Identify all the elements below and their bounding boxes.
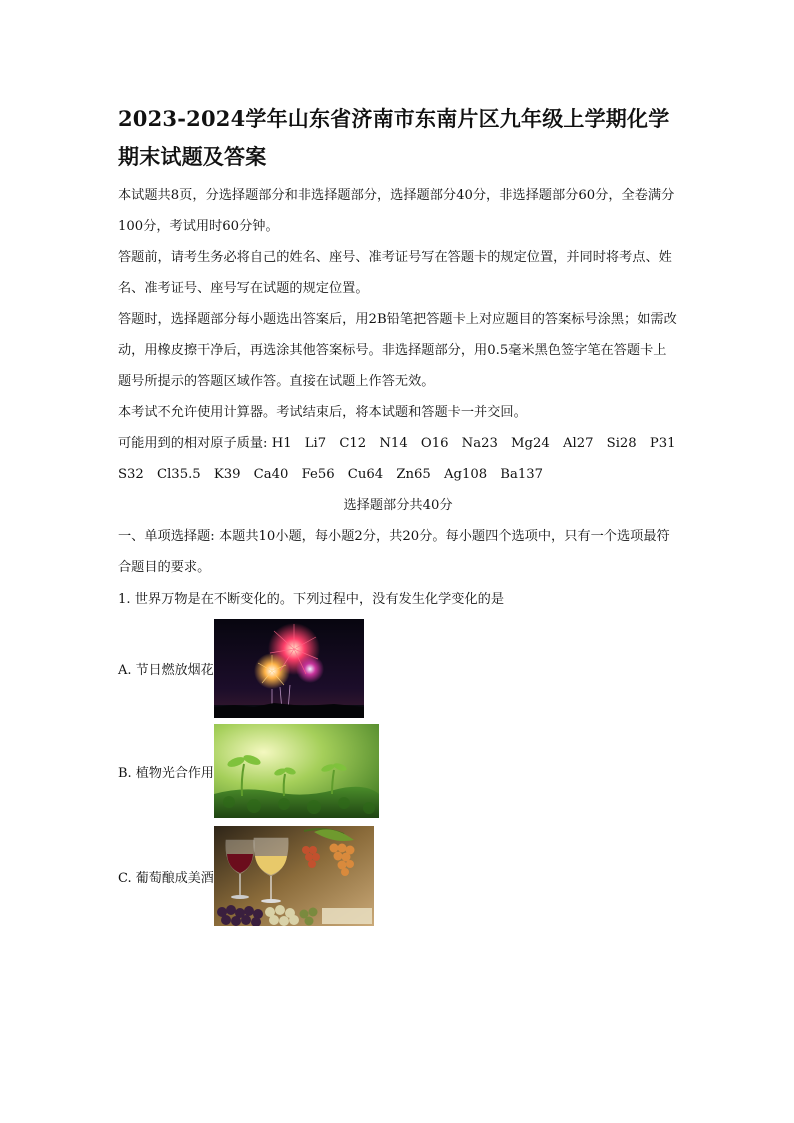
instruction-paragraph: 答题时，选择题部分每小题选出答案后，用2B铅笔把答题卡上对应题目的答案标号涂黑；如需改动，用橡皮擦干净后，再选涂其他答案标号。非选择题部分，用0.5毫米黑色签字笔在答题卡上题号所提示的答题区域作答。直接在试题上作答无效。 bbox=[118, 312, 677, 389]
option-b-label: B. 植物光合作用 bbox=[118, 765, 214, 781]
section-heading: 选择题部分共40分 bbox=[343, 498, 453, 513]
wine-grapes-photo bbox=[214, 826, 374, 926]
option-a bbox=[118, 619, 364, 718]
page-title: 2023-2024学年山东省济南市东南片区九年级上学期化学期末试题及答案 bbox=[118, 106, 670, 169]
option-a-label: A. 节日燃放烟花 bbox=[118, 663, 214, 678]
seedlings-photo bbox=[214, 724, 379, 818]
fireworks-photo bbox=[214, 619, 364, 718]
instruction-paragraph: 本试题共8页，分选择题部分和非选择题部分，选择题部分40分，非选择题部分60分，全卷满分100分，考试用时60分钟。 bbox=[118, 188, 675, 234]
instruction-paragraph: 答题前，请考生务必将自己的姓名、座号、准考证号写在答题卡的规定位置，并同时将考点、姓名、准考证号、座号写在试题的规定位置。 bbox=[118, 250, 672, 296]
part-one-instructions: 一、单项选择题: 本题共10小题，每小题2分，共20分。每小题四个选项中，只有一个选项最符合题目的要求。 bbox=[118, 529, 670, 575]
option-c-label: C. 葡萄酿成美酒 bbox=[118, 870, 214, 886]
atomic-mass-list: 可能用到的相对原子质量: H1 Li7 C12 N14 O16 Na23 Mg24 Al27 Si28 P31 S32 Cl35.5 K39 Ca40 Fe56 Cu64 Zn65 Ag108 Ba137 bbox=[118, 436, 689, 482]
question-stem: 1. 世界万物是在不断变化的。下列过程中，没有发生化学变化的是 bbox=[118, 592, 505, 607]
instruction-paragraph: 本考试不允许使用计算器。考试结束后，将本试题和答题卡一并交回。 bbox=[118, 405, 527, 420]
option-c bbox=[118, 826, 374, 926]
option-b bbox=[118, 724, 379, 818]
